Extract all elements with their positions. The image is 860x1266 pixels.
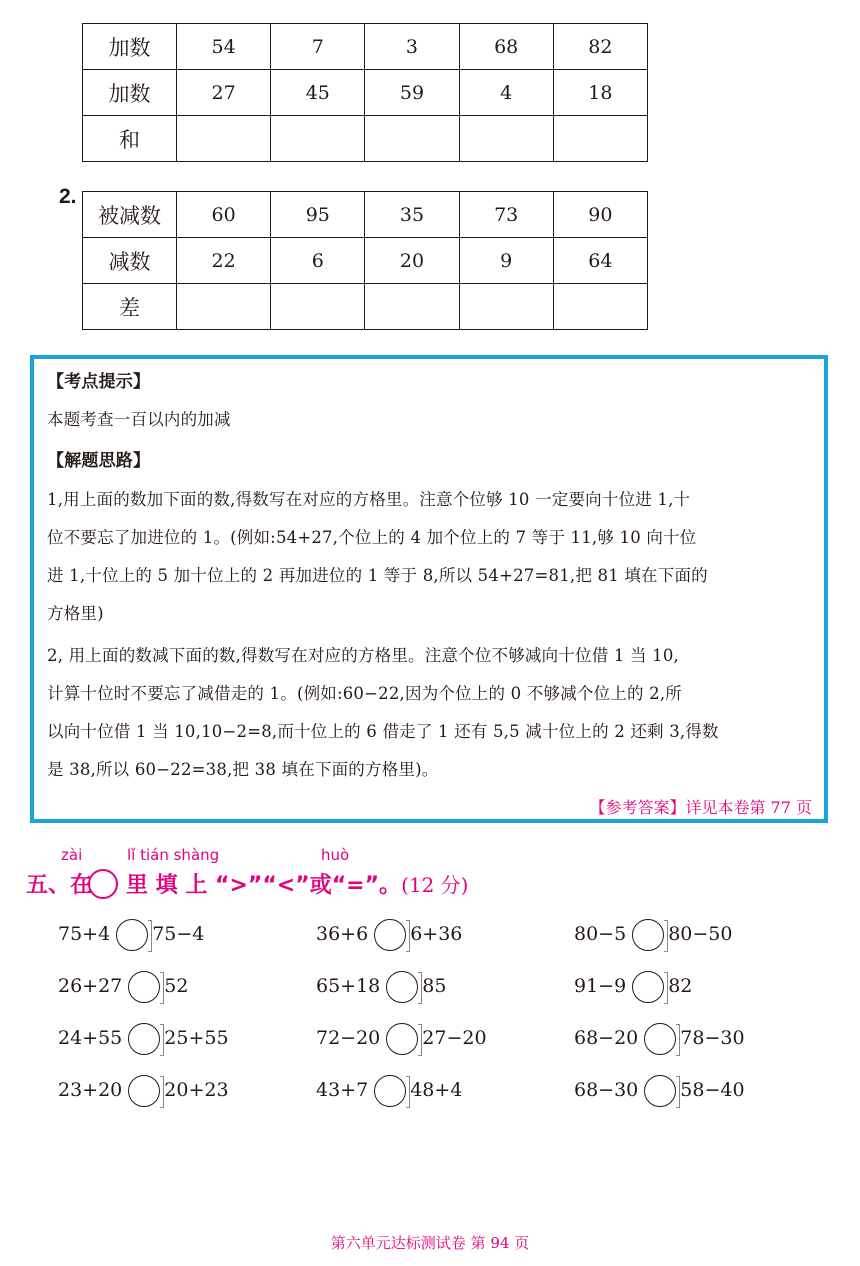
right-expression: 75−4 [152, 923, 205, 945]
answer-cell[interactable] [177, 284, 271, 330]
answer-circle[interactable] [632, 971, 664, 1003]
comparison-item [58, 1073, 229, 1107]
hint-text: 计算十位时不要忘了减借走的 1。(例如:60−22,因为个位上的 0 不够减个位上的 2,所 [47, 684, 682, 703]
hint-heading: 【解题思路】 [47, 451, 151, 471]
right-expression: 78−30 [680, 1027, 745, 1049]
hint-text: 进 1,十位上的 5 加十位上的 2 再加进位的 1 等于 8,所以 54+27=81,把 81 填在下面的 [47, 566, 708, 585]
hint-heading: 【考点提示】 [47, 372, 151, 392]
hint-text: 位不要忘了加进位的 1。(例如:54+27,个位上的 4 加个位上的 7 等于 11,够 10 向十位 [47, 528, 697, 547]
row-header: 加数 [83, 24, 177, 70]
comparison-item [316, 969, 446, 1003]
answer-circle[interactable] [386, 971, 418, 1003]
table-cell: 6 [271, 238, 365, 284]
answer-circle[interactable] [644, 1023, 676, 1055]
answer-cell[interactable] [271, 116, 365, 162]
pinyin-annotation: huò [321, 846, 350, 864]
row-header: 减数 [83, 238, 177, 284]
table-cell: 82 [553, 24, 647, 70]
answer-cell[interactable] [365, 284, 459, 330]
comparison-item [58, 969, 188, 1003]
table-cell: 68 [459, 24, 553, 70]
left-expression: 91−9 [574, 975, 627, 997]
answer-cell[interactable] [553, 116, 647, 162]
row-header: 加数 [83, 70, 177, 116]
comparison-item [316, 1021, 487, 1055]
table-cell: 9 [459, 238, 553, 284]
table-cell: 4 [459, 70, 553, 116]
left-expression: 24+55 [58, 1027, 123, 1049]
left-expression: 43+7 [316, 1079, 369, 1101]
table-cell: 54 [177, 24, 271, 70]
table-row [83, 24, 648, 70]
table-cell: 73 [459, 192, 553, 238]
hint-box [30, 355, 828, 823]
table-cell: 7 [271, 24, 365, 70]
hint-text: 本题考查一百以内的加减 [47, 410, 231, 429]
table-cell: 18 [553, 70, 647, 116]
right-expression: 20+23 [164, 1079, 229, 1101]
section-title-part: 五、在 [26, 873, 93, 898]
pinyin-annotation: lǐ tián shàng [127, 846, 220, 864]
right-expression: 52 [164, 975, 189, 997]
table-cell: 90 [553, 192, 647, 238]
hint-text: 是 38,所以 60−22=38,把 38 填在下面的方格里)。 [47, 760, 439, 779]
answer-circle[interactable] [632, 919, 664, 951]
right-expression: 85 [422, 975, 447, 997]
answer-circle[interactable] [128, 971, 160, 1003]
table-cell: 45 [271, 70, 365, 116]
comparison-item [58, 917, 204, 951]
table-row [83, 284, 648, 330]
answer-cell[interactable] [365, 116, 459, 162]
table-cell: 3 [365, 24, 459, 70]
right-expression: 25+55 [164, 1027, 229, 1049]
right-expression: 48+4 [410, 1079, 463, 1101]
section-title-part: 里 填 上 “>”“<”或“=”。 [126, 873, 402, 898]
table-row [83, 238, 648, 284]
question-number: 2. [59, 185, 77, 208]
table-cell: 64 [553, 238, 647, 284]
answer-circle[interactable] [128, 1075, 160, 1107]
answer-circle[interactable] [128, 1023, 160, 1055]
comparison-item [58, 1021, 229, 1055]
comparison-item [574, 917, 732, 951]
right-expression: 27−20 [422, 1027, 487, 1049]
comparison-item [574, 969, 692, 1003]
comparison-item [316, 917, 462, 951]
pinyin-annotation: zài [61, 846, 83, 864]
answer-circle[interactable] [386, 1023, 418, 1055]
hint-text: 方格里) [47, 604, 104, 623]
left-expression: 72−20 [316, 1027, 381, 1049]
hint-text: 以向十位借 1 当 10,10−2=8,而十位上的 6 借走了 1 还有 5,5 减十位上的 2 还剩 3,得数 [47, 722, 719, 741]
comparison-item [574, 1073, 745, 1107]
right-expression: 82 [668, 975, 693, 997]
right-expression: 6+36 [410, 923, 463, 945]
left-expression: 26+27 [58, 975, 123, 997]
table-cell: 20 [365, 238, 459, 284]
answer-cell[interactable] [177, 116, 271, 162]
table-cell: 27 [177, 70, 271, 116]
section-points: (12 分) [401, 873, 469, 897]
comparison-item [574, 1021, 745, 1055]
table-row [83, 116, 648, 162]
circle-icon [88, 869, 118, 899]
left-expression: 80−5 [574, 923, 627, 945]
hint-text: 1,用上面的数加下面的数,得数写在对应的方格里。注意个位够 10 一定要向十位进 1,十 [47, 490, 691, 509]
row-header: 差 [83, 284, 177, 330]
table-row [83, 192, 648, 238]
left-expression: 68−20 [574, 1027, 639, 1049]
table-cell: 95 [271, 192, 365, 238]
addition-table [82, 23, 648, 162]
answer-cell[interactable] [553, 284, 647, 330]
row-header: 和 [83, 116, 177, 162]
answer-circle[interactable] [374, 919, 406, 951]
answer-cell[interactable] [271, 284, 365, 330]
right-expression: 58−40 [680, 1079, 745, 1101]
answer-reference: 【参考答案】详见本卷第 77 页 [589, 798, 812, 817]
answer-cell[interactable] [459, 284, 553, 330]
left-expression: 75+4 [58, 923, 111, 945]
table-cell: 35 [365, 192, 459, 238]
right-expression: 80−50 [668, 923, 733, 945]
left-expression: 36+6 [316, 923, 369, 945]
left-expression: 65+18 [316, 975, 381, 997]
table-cell: 60 [177, 192, 271, 238]
answer-circle[interactable] [374, 1075, 406, 1107]
row-header: 被减数 [83, 192, 177, 238]
left-expression: 68−30 [574, 1079, 639, 1101]
hint-text: 2, 用上面的数减下面的数,得数写在对应的方格里。注意个位不够减向十位借 1 当 10, [47, 646, 680, 665]
answer-circle[interactable] [116, 919, 148, 951]
subtraction-table [82, 191, 648, 330]
comparison-item [316, 1073, 462, 1107]
page-footer: 第六单元达标测试卷 第 94 页 [330, 1234, 530, 1252]
table-cell: 59 [365, 70, 459, 116]
left-expression: 23+20 [58, 1079, 123, 1101]
table-row [83, 70, 648, 116]
table-cell: 22 [177, 238, 271, 284]
answer-cell[interactable] [459, 116, 553, 162]
answer-circle[interactable] [644, 1075, 676, 1107]
